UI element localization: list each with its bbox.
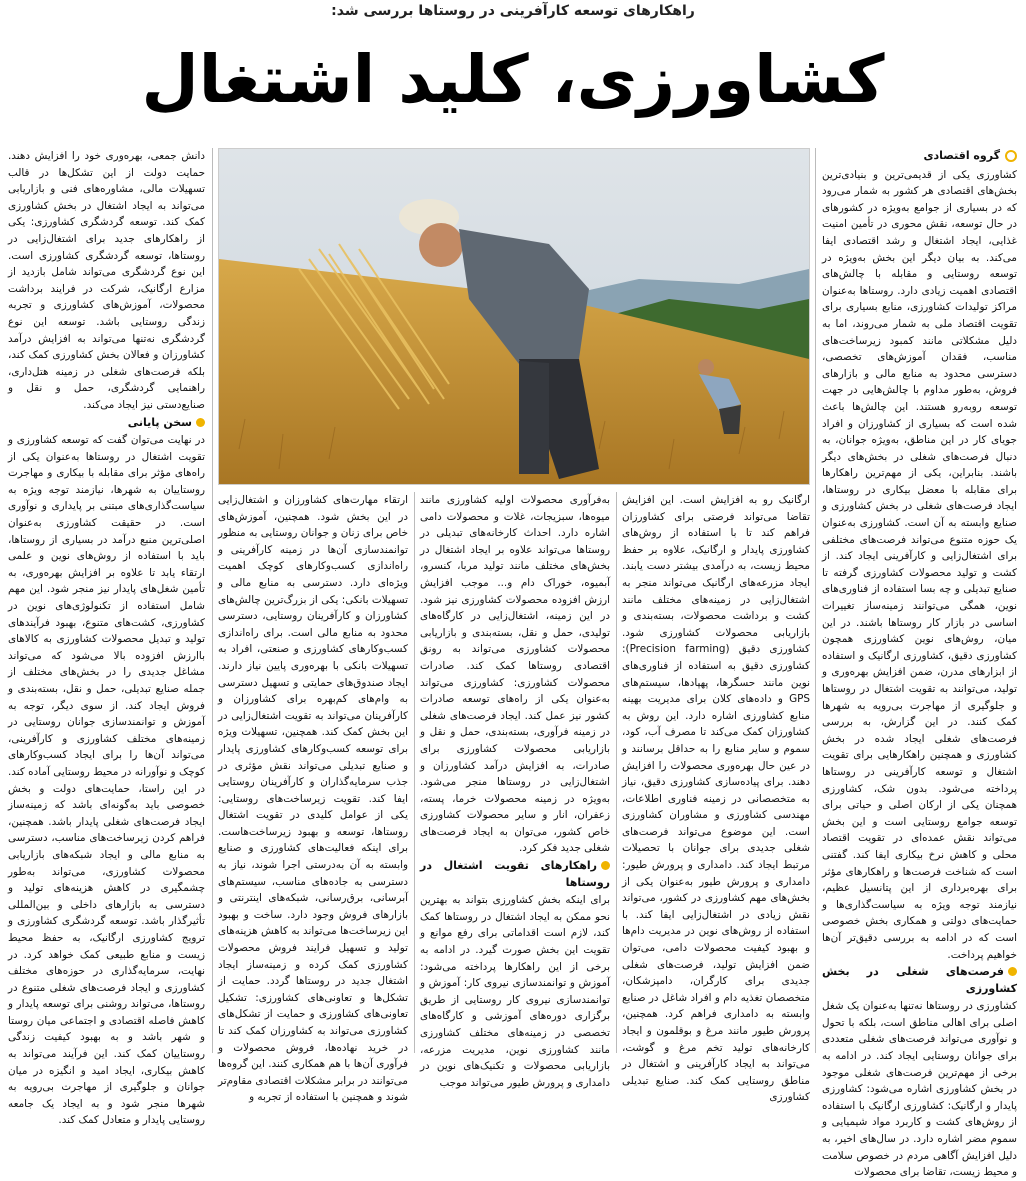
column-divider <box>212 148 213 1053</box>
byline-text: گروه اقتصادی <box>923 149 1000 162</box>
bullet-icon <box>196 418 205 427</box>
farmers-harvesting-wheat-image <box>219 149 809 484</box>
agency-logo-icon <box>1005 150 1017 162</box>
column-divider <box>815 148 816 1053</box>
byline <box>822 148 1017 165</box>
column-3 <box>420 492 610 1089</box>
bullet-icon <box>601 861 610 870</box>
column-divider <box>616 492 617 1053</box>
column-1 <box>822 148 1017 1179</box>
subhead-final: سخن پایانی <box>8 415 205 432</box>
column-divider <box>414 492 415 1053</box>
body-paragraph: دانش جمعی، بهره‌وری خود را افزایش دهند. حمایت دولت از این تشکل‌ها در قالب تسهیلات مالی، مشاوره‌های فنی و بازاریابی می‌تواند به ایجاد اشتغال در بخش کشاورزی کمک کند. توسعه گردشگری کشاورزی: یکی از راهکارهای جدید برای اشتغال‌زایی در روستاها، توسعه گردشگری کشاورزی است. این نوع گردشگری می‌تواند شامل بازدید از مزارع ارگانیک، شرکت در فرایند برداشت محصولات، آموزش‌های کشاورزی و تجربه زندگی روستایی باشد. توسعه این نوع گردشگری نه‌تنها می‌تواند به افزایش درآمد کشاورزان و فعالان بخش کشاورزی کمک کند، بلکه فرصت‌های شغلی در زمینه هتل‌داری، راهنمایی گردشگری، حمل و نقل و صنایع‌دستی نیز ایجاد می‌کند. <box>8 150 205 411</box>
bullet-icon <box>1008 967 1017 976</box>
article-kicker: راهکارهای توسعه کارآفرینی در روستاها بررسی شد: <box>331 3 695 19</box>
body-paragraph: ارگانیک رو به افزایش است. این افزایش تقاضا می‌تواند فرصتی برای کشاورزان فراهم کند تا با استفاده از روش‌های کشاورزی پایدار و ارگانیک، علاوه بر حفظ محیط زیست، به درآمدی بیشتر دست یابند. ایجاد مزرعه‌های ارگانیک می‌تواند منجر به اشتغال‌زایی در زمینه‌های مختلف مانند کشت و برداشت محصولات، بسته‌بندی و بازاریابی محصولات کشاورزی شود. کشاورزی دقیق (Precision farming): کشاورزی دقیق به استفاده از فناوری‌های نوین مانند حسگرها، پهپادها، سیستم‌های GPS و داده‌های کلان برای مدیریت بهینه منابع کشاورزی اشاره دارد. این روش به کشاورزان کمک می‌کند تا مصرف آب، کود، سموم و سایر منابع را به حداقل برسانند و در عین حال بهره‌وری محصولات را افزایش دهند. برای پیاده‌سازی کشاورزی دقیق، نیاز به متخصصانی در زمینه فناوری اطلاعات، مهندسی کشاورزی و مشاوران کشاورزی است. این موضوع می‌تواند فرصت‌های شغلی جدیدی برای جوانان با تحصیلات مرتبط ایجاد کند. دامداری و پرورش طیور: دامداری و پرورش طیور به‌عنوان یکی از بخش‌های مهم کشاورزی در کشور، می‌تواند نقش زیادی در اشتغال‌زایی ایفا کند. با استفاده از روش‌های نوین در مدیریت دام‌ها و بهبود کیفیت محصولات دامی، می‌توان ضمن افزایش تولید، فرصت‌های شغلی جدیدی برای کارگران، دامپزشکان، متخصصان تغذیه دام و افراد شاغل در صنایع وابسته به دامداری فراهم کرد. همچنین، پرورش طیور مانند مرغ و بوقلمون و ایجاد کارخانه‌های تولید تخم مرغ و گوشت، می‌تواند به ایجاد کارآفرینی و اشتغال در مناطق روستایی کمک کند. صنایع تبدیلی کشاورزی <box>622 494 811 1104</box>
column-5 <box>8 148 205 1127</box>
column-2 <box>622 492 811 1104</box>
article-headline: کشاورزی، کلید اشتغال <box>141 41 885 118</box>
body-paragraph: ارتقاء مهارت‌های کشاورزان و اشتغال‌زایی در این بخش شود. همچنین، آموزش‌های خاص برای زنان و جوانان روستایی به منظور توانمندسازی آن‌ها در زمینه کارآفرینی و راه‌اندازی کسب‌وکارهای کوچک اهمیت ویژه‌ای دارد. دسترسی به منابع مالی و تسهیلات بانکی: یکی از بزرگ‌ترین چالش‌های کشاورزان و کارآفرینان روستایی، دسترسی محدود به منابع مالی است. برای راه‌اندازی کسب‌وکارهای کشاورزی و صنعتی، افراد به تسهیلات بانکی با بهره‌وری پایین نیاز دارند. ایجاد صندوق‌های حمایتی و تسهیل دسترسی به وام‌های کم‌بهره برای کشاورزان و کارآفرینان می‌تواند به تقویت اشتغال‌زایی در این بخش کمک کند. همچنین، تسهیلات ویژه برای توسعه کسب‌وکارهای کشاورزی پایدار و صنایع تبدیلی می‌تواند نقش مؤثری در جذب سرمایه‌گذاران و کارآفرینان روستایی ایفا کند. تقویت زیرساخت‌های روستایی: یکی از عوامل کلیدی در تقویت اشتغال روستاها، توسعه و بهبود زیرساخت‌هاست. برای اینکه فعالیت‌های کشاورزی و صنایع وابسته به آن به‌درستی اجرا شوند، نیاز به دسترسی به جاده‌های مناسب، سیستم‌های آبرسانی، برق‌رسانی، شبکه‌های اینترنتی و بازارهای فروش وجود دارد. ساخت و بهبود این زیرساخت‌ها می‌تواند به کاهش هزینه‌های تولید و تسهیل فرایند فروش محصولات کشاورزی کمک کرده و زمینه‌ساز ایجاد اشتغال جدید در روستاها گردد. حمایت از تشکل‌ها و تعاونی‌های کشاورزی: تشکیل تعاونی‌های کشاورزی و حمایت از تشکل‌های کشاورزی می‌تواند به کشاورزان کمک کند تا در خرید نهاده‌ها، فروش محصولات و فرآوری آن‌ها با هم همکاری کنند. این گروه‌ها می‌توانند در برابر مشکلات اقتصادی مقاوم‌تر شوند و همچنین با استفاده از تجربه و <box>218 494 408 1104</box>
body-paragraph: در نهایت می‌توان گفت که توسعه کشاورزی و تقویت اشتغال در روستاها به‌عنوان یکی از راه‌های مؤثر برای مقابله با بیکاری و مهاجرت روستاییان به شهرها، نیازمند توجه ویژه به سیاست‌گذاری‌های مبتنی بر پایداری و نوآوری است. در حقیقت کشاورزی به‌عنوان اصلی‌ترین منبع درآمد در بسیاری از روستاها، باید با استفاده از روش‌های نوین و علمی ارتقاء یابد تا علاوه بر افزایش بهره‌وری، به تأمین شغل‌های پایدار نیز منجر شود. این مهم شامل استفاده از تکنولوژی‌های نوین در کشاورزی، کشت‌های متنوع، بهبود فرآیندهای تولید و تبدیل محصولات کشاورزی به کالاهای باارزش افزوده بالا می‌شود که می‌تواند مشاغل جدیدی را در بخش‌های مختلف از جمله صنایع تبدیلی، حمل و نقل، بسته‌بندی و فروش ایجاد کند. از سوی دیگر، توجه به آموزش و توانمندسازی جوانان روستایی در زمینه‌های مختلف کشاورزی و کارآفرینی، می‌تواند آن‌ها را برای ایجاد کسب‌وکارهای کوچک و نوآورانه در محیط روستایی آماده کند. در این راستا، حمایت‌های دولت و بخش خصوصی باید به‌گونه‌ای باشد که زمینه‌ساز ایجاد فرصت‌های شغلی پایدار باشد. همچنین، فراهم کردن زیرساخت‌های مناسب، دسترسی به منابع مالی و ایجاد شبکه‌های بازاریابی محصولات کشاورزی، می‌تواند به‌طور چشمگیری در کاهش هزینه‌های تولید و دسترسی به بازارهای داخلی و بین‌المللی تأثیرگذار باشد. توسعه گردشگری کشاورزی و ترویج کشاورزی ارگانیک، به حفظ محیط زیست و منابع طبیعی کمک خواهد کرد. در نهایت، سرمایه‌گذاری در حوزه‌های مختلف کشاورزی و ایجاد فرصت‌های شغلی متنوع در روستاها، می‌تواند روشنی برای توسعه پایدار و کاهش فاصله اقتصادی و اجتماعی میان روستا و شهر باشد و به بهبود کیفیت زندگی روستاییان کمک کند. این فرآیند می‌تواند به کاهش بیکاری، ایجاد امید و انگیزه در میان جوانان و جلوگیری از مهاجرت بی‌رویه به شهرها منجر شود و به ایجاد یک جامعه روستایی پایدار و متعادل کمک کند. <box>8 434 205 1127</box>
subhead-agri-jobs: فرصت‌های شغلی در بخش کشاورزی <box>822 965 1017 995</box>
body-paragraph: برای اینکه بخش کشاورزی بتواند به بهترین نحو ممکن به ایجاد اشتغال در روستاها کمک کند، لازم است اقداماتی برای رفع موانع و تقویت این بخش صورت گیرد. در ادامه به برخی از این راهکارها پرداخته می‌شود: آموزش و توانمندسازی نیروی کار: آموزش و توانمندسازی نیروی کار روستایی از طریق برگزاری دوره‌های آموزشی و کارگاه‌های تخصصی در زمینه‌های مختلف کشاورزی مانند کشاورزی نوین، مدیریت مزرعه، بازاریابی محصولات و تکنیک‌های نوین در دامداری و پرورش طیور می‌تواند موجب <box>420 894 610 1089</box>
column-4 <box>218 492 408 1104</box>
body-paragraph: کشاورزی یکی از قدیمی‌ترین و بنیادی‌ترین بخش‌های اقتصادی هر کشور به شمار می‌رود که در بسیاری از جوامع به‌ویژه در کشورهای در حال توسعه، نقش محوری در تأمین امنیت غذایی، ایجاد اشتغال و رشد اقتصادی ایفا می‌کند. به بیان دیگر این بخش به‌ویژه در توسعه روستایی و مقابله با چالش‌های اقتصادی اهمیت زیادی دارد. روستاها به‌عنوان مراکز تولیدات کشاورزی، منابع بسیاری برای تقویت اقتصاد ملی به شمار می‌روند، اما به دلیل مشکلاتی مانند کمبود زیرساخت‌های مناسب، فقدان آموزش‌های تخصصی، دسترسی محدود به منابع مالی و بازارهای فروش، به‌طور مداوم با چالش‌هایی در جهت توسعه روبه‌رو هستند. این چالش‌ها باعث شده است که بسیاری از کشاورزان و افراد جویای کار در این مناطق، به‌ویژه جوانان، به دنبال فرصت‌های شغلی در بخش‌های دیگر باشند. بنابراین، یکی از مهم‌ترین راهکارها برای مقابله با معضل بیکاری در روستاها، ایجاد فرصت‌های شغلی در بخش کشاورزی و صنایع وابسته به آن است. کشاورزی به‌عنوان یک حوزه متنوع می‌تواند فرصت‌های مختلفی برای اشتغال‌زایی و کارآفرینی ایجاد کند. از کشت و تولید محصولات کشاورزی گرفته تا صنایع تبدیلی و چه بسا استفاده از فناوری‌های نوین، همگی می‌توانند زمینه‌ساز تغییرات اساسی در بازار کار روستاها باشند. در این میان، روش‌های نوین کشاورزی همچون کشاورزی دقیق، کشاورزی ارگانیک و استفاده از ابزارهای مدرن، ضمن افزایش بهره‌وری و تولید، می‌توانند به تقویت اشتغال در روستاها و جلوگیری از مهاجرت بی‌رویه به شهرها کمک کنند. در این گزارش، به بررسی فرصت‌های شغلی ایجاد شده در بخش کشاورزی و همچنین راهکارهایی برای تقویت اشتغال و توسعه کارآفرینی در روستاها پرداخته می‌شود. بدون شک، کشاورزی همچنان یکی از ارکان اصلی و حیاتی برای توسعه جوامع روستایی است و این بخش می‌تواند نقش عمده‌ای در تقویت اقتصاد محلی و کاهش نرخ بیکاری ایفا کند. گفتنی است که شناخت فرصت‌ها و راهکارهای مؤثر برای بهره‌برداری از این پتانسیل عظیم، نیازمند توجه ویژه به سیاست‌گذاری‌ها و حمایت‌های دولتی و همکاری بخش خصوصی است که در ادامه به بررسی دقیق‌تر آن‌ها خواهیم پرداخت. <box>822 168 1017 961</box>
body-paragraph: به‌فرآوری محصولات اولیه کشاورزی مانند میوه‌ها، سبزیجات، غلات و محصولات دامی اشاره دارد. احداث کارخانه‌های تبدیلی در روستاها می‌تواند علاوه بر ایجاد اشتغال در بخش‌های مختلف مانند تولید مربا، کنسرو، آبمیوه، خوراک دام و... موجب افزایش ارزش افزوده محصولات کشاورزی نیز شود. در این زمینه، اشتغال‌زایی در کارگاه‌های تولیدی، حمل و نقل، بسته‌بندی و بازاریابی محصولات کشاورزی می‌تواند به رونق اقتصادی روستاها کمک کند. صادرات محصولات کشاورزی: کشاورزی می‌تواند به‌عنوان یکی از راه‌های توسعه صادرات کشور نیز عمل کند. ایجاد فرصت‌های شغلی در زمینه فرآوری، بسته‌بندی، حمل و نقل و بازاریابی محصولات کشاورزی برای صادرات، به افزایش درآمد کشاورزان و اشتغال‌زایی در روستاها منجر می‌شود. به‌ویژه در زمینه محصولات خرما، پسته، زعفران، انار و سایر محصولات کشاورزی خاص کشور، می‌توان به ایجاد فرصت‌های شغلی جدید فکر کرد. <box>420 494 610 855</box>
subhead-strategies: راهکارهای تقویت اشتغال در روستاها <box>420 859 610 889</box>
article-photo <box>218 148 810 485</box>
body-paragraph: کشاورزی در روستاها نه‌تنها به‌عنوان یک شغل اصلی برای اهالی مناطق است، بلکه با تحول و نوآوری می‌تواند فرصت‌های شغلی متعددی برای جوانان روستایی ایجاد کند. در ادامه به برخی از مهم‌ترین فرصت‌های شغلی موجود در بخش کشاورزی اشاره می‌شود: کشاورزی پایدار و ارگانیک: کشاورزی ارگانیک با استفاده از روش‌های کشت و کاربرد مواد شیمیایی و سموم مضر اشاره دارد. در سال‌های اخیر، به دلیل افزایش آگاهی مردم در خصوص سلامت و محیط زیست، تقاضا برای محصولات <box>822 1000 1017 1179</box>
